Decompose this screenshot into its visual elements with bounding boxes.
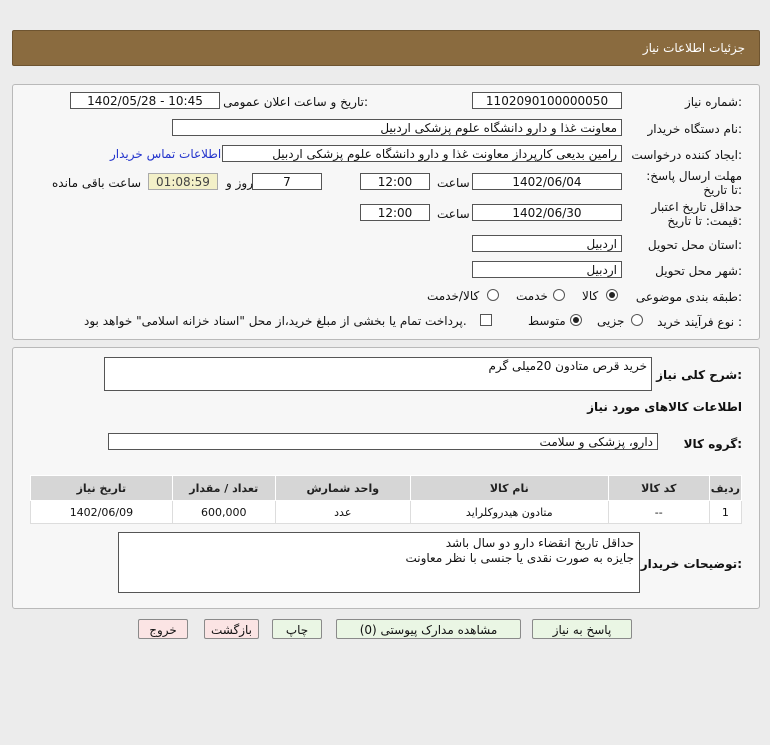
category-option-goods: کالا	[582, 289, 599, 303]
province-label: استان محل تحویل:	[647, 238, 742, 252]
cell-row: 1	[709, 501, 741, 524]
col-qty: تعداد / مقدار	[172, 476, 275, 501]
city-field: اردبیل	[472, 261, 622, 278]
process-label: نوع فرآیند خرید :	[657, 315, 742, 329]
general-desc-label: شرح کلی نیاز:	[656, 368, 742, 382]
buyer-note-line: جایزه به صورت نقدی یا جنسی با نظر معاونت	[405, 551, 634, 565]
cell-unit: عدد	[275, 501, 410, 524]
page-header	[12, 30, 760, 66]
print-button[interactable]: چاپ	[272, 619, 322, 639]
col-unit: واحد شمارش	[275, 476, 410, 501]
goods-table	[30, 475, 742, 524]
col-row: ردیف	[709, 476, 741, 501]
back-button[interactable]: بازگشت	[204, 619, 259, 639]
category-option-service: خدمت	[516, 289, 548, 303]
validity-label-2: قیمت: تا تاریخ:	[667, 214, 742, 228]
deadline-time-word: ساعت	[437, 176, 470, 190]
exit-button[interactable]: خروج	[138, 619, 188, 639]
table-header-row	[31, 476, 742, 501]
validity-time-word: ساعت	[437, 207, 470, 221]
category-radio-service[interactable]	[553, 289, 565, 301]
announce-field: 1402/05/28 - 10:45	[70, 92, 220, 109]
payment-checkbox[interactable]	[480, 314, 492, 326]
process-radio-minor[interactable]	[631, 314, 643, 326]
validity-label-1: حداقل تاریخ اعتبار	[651, 200, 742, 214]
cell-name: متادون هیدروکلراید	[410, 501, 608, 524]
payment-note: پرداخت تمام یا بخشی از مبلغ خرید،از محل "اسناد خزانه اسلامی" خواهد بود.	[84, 314, 467, 328]
category-label: طبقه بندی موضوعی:	[635, 290, 742, 304]
goods-group-label: گروه کالا:	[683, 437, 742, 451]
validity-date-field: 1402/06/30	[472, 204, 622, 221]
buyer-note-line: حداقل تاریخ انقضاء دارو دو سال باشد	[445, 536, 634, 550]
buyer-notes-label: توضیحات خریدار:	[640, 557, 742, 571]
city-label: شهر محل تحویل:	[655, 264, 742, 278]
col-code: کد کالا	[608, 476, 709, 501]
deadline-label: مهلت ارسال پاسخ: تا تاریخ:	[646, 169, 742, 197]
process-option-medium: متوسط	[528, 314, 566, 328]
table-row	[31, 501, 742, 524]
category-radio-goods[interactable]	[606, 289, 618, 301]
attachments-button[interactable]: مشاهده مدارک پیوستی (0)	[336, 619, 521, 639]
buyer-notes-box	[118, 532, 640, 593]
creator-label: ایجاد کننده درخواست:	[631, 148, 742, 162]
contact-buyer-link[interactable]: اطلاعات تماس خریدار	[110, 147, 222, 161]
validity-time-field: 12:00	[360, 204, 430, 221]
goods-group-field: دارو، پزشکی و سلامت	[108, 433, 658, 450]
cell-code: --	[608, 501, 709, 524]
cell-qty: 600,000	[172, 501, 275, 524]
remaining-word: ساعت باقی مانده	[52, 176, 142, 190]
goods-info-title: اطلاعات کالاهای مورد نیاز	[587, 400, 742, 414]
col-name: نام کالا	[410, 476, 608, 501]
days-field: 7	[252, 173, 322, 190]
deadline-time-field: 12:00	[360, 173, 430, 190]
province-field: اردبیل	[472, 235, 622, 252]
page-title: جزئیات اطلاعات نیاز	[642, 41, 745, 55]
category-option-goods-service: کالا/خدمت	[427, 289, 480, 303]
need-number-label: شماره نیاز:	[684, 95, 742, 109]
announce-label: تاریخ و ساعت اعلان عمومی:	[223, 95, 368, 109]
remaining-timer: 01:08:59	[148, 173, 218, 190]
reply-button[interactable]: پاسخ به نیاز	[532, 619, 632, 639]
creator-field: رامین بدیعی کارپرداز معاونت غذا و دارو دانشگاه علوم پزشکی اردبیل	[222, 145, 622, 162]
cell-date: 1402/06/09	[31, 501, 173, 524]
deadline-date-field: 1402/06/04	[472, 173, 622, 190]
need-number-field: 1102090100000050	[472, 92, 622, 109]
process-option-minor: جزیی	[597, 314, 625, 328]
buyer-org-label: نام دستگاه خریدار:	[647, 122, 742, 136]
general-desc-field: خرید قرص متادون 20میلی گرم	[104, 357, 652, 391]
col-date: تاریخ نیاز	[31, 476, 173, 501]
days-word: روز و	[226, 176, 253, 190]
process-radio-medium[interactable]	[570, 314, 582, 326]
category-radio-goods-service[interactable]	[487, 289, 499, 301]
buyer-org-field: معاونت غذا و دارو دانشگاه علوم پزشکی اردبیل	[172, 119, 622, 136]
